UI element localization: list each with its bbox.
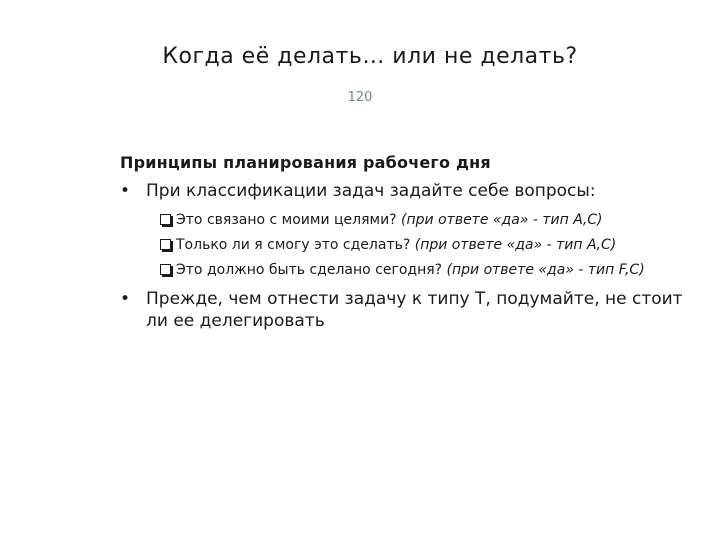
checkbox-icon: [160, 239, 171, 250]
bullet-item-delegate: [120, 288, 695, 332]
bullet-dot-icon: •: [120, 289, 131, 309]
question-text: Это должно быть сделано сегодня?: [176, 262, 447, 278]
section-heading: Принципы планирования рабочего дня: [120, 153, 491, 172]
question-note: (при ответе «да» - тип А,С): [401, 212, 603, 228]
bullet-text: При классификации задач задайте себе вопросы:: [146, 181, 596, 201]
checkbox-icon: [160, 264, 171, 275]
bullet-text: Прежде, чем отнести задачу к типу Т, подумайте, не стоит ли ее делегировать: [146, 289, 683, 331]
page-number: 120: [347, 90, 373, 105]
bullet-dot-icon: •: [120, 181, 131, 201]
question-text: Это связано с моими целями?: [176, 212, 402, 228]
question-item-goals: [158, 210, 681, 230]
checkbox-icon: [160, 214, 171, 225]
slide-content: [120, 153, 695, 338]
question-item-today: [158, 260, 681, 280]
question-list: [158, 210, 695, 280]
question-note: (при ответе «да» - тип F,C): [446, 262, 645, 278]
question-item-only-me: [158, 235, 681, 255]
slide-title: Когда её делать… или не делать?: [162, 44, 578, 69]
question-text: Только ли я смогу это сделать?: [176, 237, 415, 253]
question-note: (при ответе «да» - тип А,С): [414, 237, 617, 253]
bullet-item-questions: [120, 180, 695, 202]
